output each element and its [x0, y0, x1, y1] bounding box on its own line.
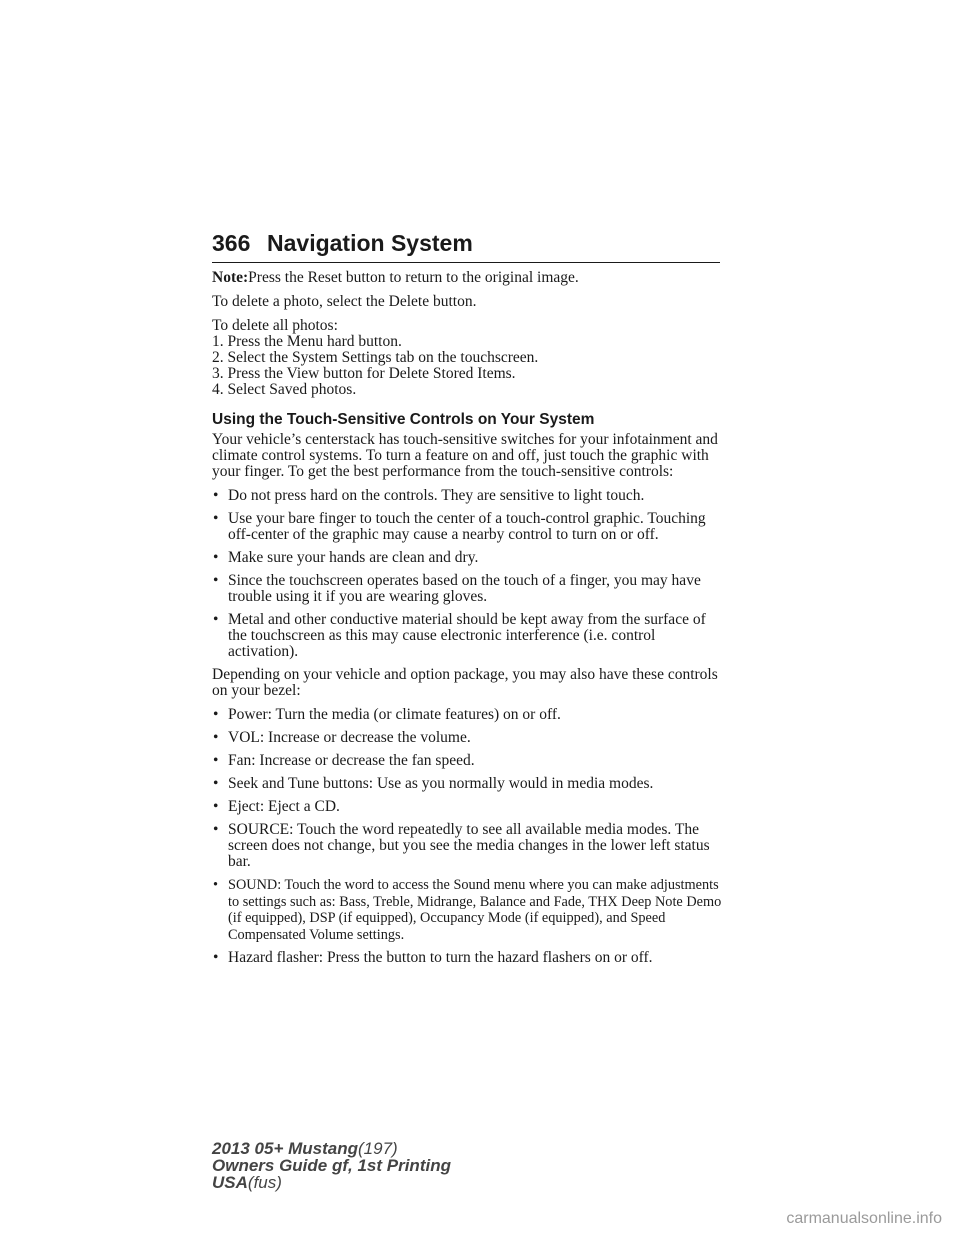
bullet-icon: •: [213, 706, 219, 723]
bullet-text: Use your bare finger to touch the center of a touch-control graphic. Touching off-center of the graphic may cause a nearby control to turn on or off.: [228, 510, 706, 543]
delete-all-steps: [212, 318, 724, 398]
note-text: Press the Reset button to return to the original image.: [248, 269, 579, 286]
bullet-item: [212, 488, 724, 504]
bullet-item: [212, 950, 724, 966]
bullet-text: Do not press hard on the controls. They are sensitive to light touch.: [228, 487, 645, 504]
bullet-icon: •: [213, 729, 219, 746]
bezel-intro-paragraph: Depending on your vehicle and option package, you may also have these controls on your bezel:: [212, 666, 718, 699]
bullet-icon: •: [213, 510, 219, 527]
bullet-text: Metal and other conductive material should be kept away from the surface of the touchscreen as this may cause electronic interference (i.e. control activation).: [228, 611, 706, 660]
bullet-icon: •: [213, 775, 219, 792]
bullet-icon: •: [213, 549, 219, 566]
bullet-text: Power: Turn the media (or climate features) on or off.: [228, 706, 561, 723]
note-paragraph: [212, 270, 724, 286]
bullet-item: [212, 612, 724, 660]
bullet-item: [212, 776, 724, 792]
bullet-icon: •: [213, 572, 219, 589]
bullet-icon: •: [213, 611, 219, 628]
bullet-text: VOL: Increase or decrease the volume.: [228, 729, 471, 746]
bullet-text: Make sure your hands are clean and dry.: [228, 549, 479, 566]
step-item: 2. Select the System Settings tab on the touchscreen.: [212, 349, 539, 366]
bullet-icon: •: [213, 877, 219, 893]
step-item: 1. Press the Menu hard button.: [212, 333, 402, 350]
bullet-icon: •: [213, 798, 219, 815]
bullet-text: Eject: Eject a CD.: [228, 798, 340, 815]
bullet-icon: •: [213, 487, 219, 504]
bullet-item: [212, 753, 724, 769]
bullet-item: [212, 822, 724, 870]
step-item: 3. Press the View button for Delete Stored Items.: [212, 365, 516, 382]
step-item: 4. Select Saved photos.: [212, 381, 357, 398]
bullet-text: Fan: Increase or decrease the fan speed.: [228, 752, 475, 769]
watermark-link[interactable]: carmanualsonline.info: [786, 1210, 942, 1227]
footer-line-region: [212, 1174, 451, 1191]
footer-page-code: (197): [358, 1139, 398, 1158]
bullet-text: SOURCE: Touch the word repeatedly to see all available media modes. The screen does not change, but you see the media changes in the lower left status bar.: [228, 821, 710, 870]
footer-line-guide: Owners Guide gf, 1st Printing: [212, 1156, 451, 1175]
bullet-item: [212, 799, 724, 815]
bullet-icon: •: [213, 821, 219, 838]
footer-line-model: [212, 1140, 451, 1157]
touch-controls-heading: Using the Touch-Sensitive Controls on Your System: [212, 411, 595, 428]
bullet-icon: •: [213, 949, 219, 966]
bullet-item: [212, 877, 724, 943]
print-footer: [212, 1140, 451, 1191]
touch-intro-paragraph: Your vehicle’s centerstack has touch-sensitive switches for your infotainment and climate control systems. To turn a feature on and off, just touch the graphic with your finger. To get the best performance from the touch-sensitive controls:: [212, 431, 718, 480]
bullet-text: Seek and Tune buttons: Use as you normally would in media modes.: [228, 775, 654, 792]
delete-all-intro: To delete all photos:: [212, 317, 338, 334]
footer-region-code: (fus): [247, 1173, 282, 1192]
bullet-text: Hazard flasher: Press the button to turn the hazard flashers on or off.: [228, 949, 653, 966]
footer-region: USA: [212, 1173, 248, 1192]
bullet-text: SOUND: Touch the word to access the Sound menu where you can make adjustments to settings such as: Bass, Treble, Midrange, Balance and Fade, THX Deep Note Demo (if equipped), DSP (if equipped), Occupancy Mode (if equipped), and Speed Compensated Volume settings.: [228, 877, 722, 943]
delete-photo-paragraph: To delete a photo, select the Delete button.: [212, 293, 477, 310]
bullet-item: [212, 730, 724, 746]
section-title: Navigation System: [267, 230, 473, 256]
page-header: [212, 226, 720, 263]
bullet-item: [212, 707, 724, 723]
bullet-item: [212, 573, 724, 605]
page-content: [212, 270, 724, 973]
footer-model: 2013 05+ Mustang: [212, 1139, 358, 1158]
bullet-icon: •: [213, 752, 219, 769]
bullet-text: Since the touchscreen operates based on the touch of a finger, you may have trouble using it if you are wearing gloves.: [228, 572, 701, 605]
note-label: Note:: [212, 269, 249, 286]
bullet-item: [212, 511, 724, 543]
bullet-item: [212, 550, 724, 566]
page-number: 366: [212, 230, 251, 256]
